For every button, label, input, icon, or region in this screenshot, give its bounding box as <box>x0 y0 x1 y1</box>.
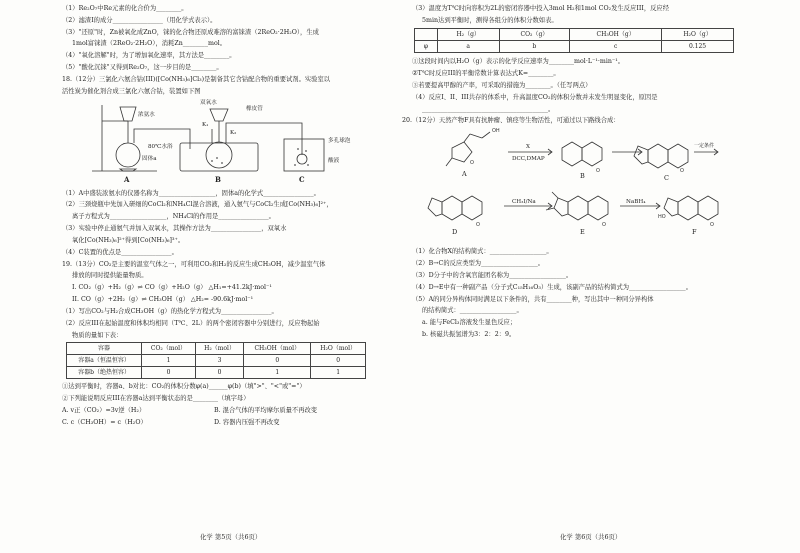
table-cell: 0 <box>244 355 311 367</box>
table-header: CO₂（mol） <box>142 343 196 355</box>
table-header: H₂O（g） <box>662 29 734 41</box>
q19-tail: ③若要提高甲醇的产率，可采取的措施为________。（任写两点） <box>412 81 592 89</box>
table-header: CH₃OH（mol） <box>244 343 311 355</box>
q19-cont: 5min达到平衡时，测得各组分的体积分数如表。 <box>422 16 558 24</box>
q20-stem: 20.（12分）天然产物F具有抗肿瘤、镇痉等生物活性，可通过以下路线合成： <box>402 117 620 125</box>
table-header: CH₃OH（g） <box>570 29 662 41</box>
label-water-bath: 80℃水浴 <box>148 143 173 150</box>
label-a: A <box>124 174 130 184</box>
table-header: CO₂（g） <box>499 29 570 41</box>
label-porous-bulb: 多孔球泡 <box>328 137 351 144</box>
label-c: C <box>299 174 305 184</box>
q17-line: （2）滤渣I的成分________________（用化学式表示）。 <box>62 16 217 24</box>
q18-part: （3）实验中停止通氨气并加入双氧水，其操作方法为________________，双氧水 <box>62 225 287 233</box>
synthesis-scheme <box>412 128 742 244</box>
table-cell: 1 <box>311 367 366 379</box>
svg-text:O: O <box>602 222 606 229</box>
table-cell: 0.125 <box>662 41 734 53</box>
option-c: C. c（CH₃OH）= c（H₂O） <box>62 418 147 426</box>
svg-text:O: O <box>710 222 714 229</box>
compound-c-label: C <box>664 174 669 183</box>
footer-right: 化学 第6页（共6页） <box>560 533 622 541</box>
table-cell: 容器b（绝热恒容） <box>67 367 142 379</box>
label-acid: 酸液 <box>328 157 340 164</box>
svg-text:O: O <box>476 222 480 229</box>
q19-cont: （3）温度为T℃时向容积为2L的密闭容器中投入3mol H₂和1mol CO₂发生反应III，反应经 <box>412 5 670 12</box>
label-conc-ammonia: 浓氨水 <box>138 111 155 118</box>
svg-text:O: O <box>470 160 474 167</box>
q17-line: （4）"氧化溶解"时，为了增加氧化速率，其方法是________。 <box>62 52 236 60</box>
q19-block <box>62 260 396 428</box>
reagent-dcc-label: DCC,DMAP <box>512 156 545 163</box>
table-cell: 1 <box>142 355 196 367</box>
table-header-row <box>415 29 734 41</box>
option-row <box>62 406 396 415</box>
table-cell: 1 <box>244 367 311 379</box>
option-a: A. v正（CO₂）=3v逆（H₂） <box>62 407 146 415</box>
q19-subpart: ②下列能说明反应III在容器a达到平衡状态的是________（填字母） <box>62 395 250 403</box>
q18-stem: 18.（12分）三氯化六氨合钴(III)([Co(NH₃)₆]Cl₃)是制备其它含钴配合物的重要试剂。实验室以 <box>62 75 331 83</box>
volume-fraction-table <box>414 28 734 53</box>
table-cell: a <box>437 41 499 53</box>
q17-line: （5）"酸化沉铼"又得到Re₂O₇，这一步目的是________。 <box>62 64 223 72</box>
footer-left: 化学 第5页（共6页） <box>200 533 262 541</box>
svg-text:O: O <box>596 168 600 175</box>
q18-part: （2）三颈烧瓶中先加入研细的CoCl₂和NH₄Cl混合溶液，通入氨气与CoCl₂生成[Co(NH₃)₆]²⁺， <box>62 201 333 209</box>
table-row <box>415 41 734 53</box>
option-b: B. 混合气体的平均摩尔质量不再改变 <box>214 407 318 415</box>
table-row <box>67 367 366 379</box>
table-cell: 0 <box>311 355 366 367</box>
label-h2o2: 双氧水 <box>200 99 217 106</box>
svg-text:O: O <box>680 168 684 175</box>
table-cell: c <box>570 41 662 53</box>
q19-tail: （4）反应I、II、III共存的体系中，升高温度CO₂的体积分数并未发生明显变化，原因是 <box>412 93 658 101</box>
label-k1: K₁ <box>202 121 209 128</box>
table-header-row <box>67 343 366 355</box>
table-header: 容器 <box>67 343 142 355</box>
q20-part: （5）A的同分异构体同时满足以下条件的，共有________种，写出其中一种同分异构体 <box>412 295 654 303</box>
q18-part: （1）A中盛装浓氨水的仪器名称为__________________，固体a的化学式________________。 <box>62 189 320 197</box>
table-cell: 0 <box>142 367 196 379</box>
q20-part: （4）D→E中有一种副产品（分子式C₁₅H₁₆O₃）生成，该副产品的结构简式为__________________。 <box>412 283 693 291</box>
q17-line: （3）"还原"时，Zn被氧化成ZnO，铼的化合物还原成难溶的富铼渣（2ReO₂·2H₂O），生成 <box>62 28 319 36</box>
q17-block <box>62 4 396 73</box>
q19-stem: 排放的同时提供能量物质。 <box>72 272 148 280</box>
q18-part: 离子方程式为__________________，NH₄Cl的作用是________________。 <box>72 213 275 221</box>
svg-text:HO: HO <box>658 214 666 221</box>
table-cell: b <box>499 41 570 53</box>
right-column <box>402 4 742 342</box>
q20-part: （3）D分子中的含氧官能团名称为__________________。 <box>412 271 573 279</box>
q18-part: 氧化[Co(NH₃)₆]²⁺得到[Co(NH₃)₆]³⁺。 <box>72 236 185 244</box>
option-row <box>62 418 396 427</box>
q19-part: （1）写出CO₂与H₂合成CH₃OH（g）的热化学方程式为________________。 <box>62 307 278 315</box>
label-k2: K₂ <box>230 129 237 136</box>
q19-part: 物质的量如下表： <box>72 331 123 339</box>
q20-part: 的结构简式：__________________。 <box>422 307 523 315</box>
q19-tail: ②T℃时反应III的平衡常数计算表达式K=________。 <box>412 70 560 78</box>
q18-stem: 活性炭为催化剂合成三氯化六氨合钴，装置如下图 <box>62 87 201 95</box>
q19-tail: ________________________________________。 <box>422 105 555 113</box>
label-solid-a: 固体a <box>142 155 157 162</box>
container-table <box>66 342 366 379</box>
q19-tail: ①这段时间内以H₂O（g）表示的化学反应速率为________mol·L⁻¹·min⁻¹。 <box>412 58 625 66</box>
compound-e-label: E <box>580 228 585 237</box>
apparatus-figure <box>62 99 396 185</box>
compound-d-label: D <box>452 228 458 237</box>
compound-f-label: F <box>692 228 697 237</box>
table-header: H₂O（mol） <box>311 343 366 355</box>
q19-stem: 19.（13分）CO₂是主要的温室气体之一，可利用CO₂和H₂的反应生成CH₃OH，减少温室气体 <box>62 260 326 268</box>
q20-part: （1）化合物X的结构简式：__________________。 <box>412 248 553 256</box>
q18-part: （4）C装置的优点是________________。 <box>62 248 178 256</box>
reagent-ch3i-label: CH₃I/Na <box>512 199 536 206</box>
table-cell: 3 <box>195 355 243 367</box>
table-row <box>67 355 366 367</box>
label-b: B <box>215 174 221 184</box>
reagent-x-label: X <box>526 144 530 151</box>
table-header <box>415 29 438 41</box>
q20-part: （2）B→C的反应类型为__________________。 <box>412 260 545 268</box>
svg-text:OH: OH <box>492 128 500 135</box>
condition-label: 一定条件 <box>694 143 715 150</box>
option-d: D. 容器内压强不再改变 <box>214 418 280 426</box>
q20-condition: a. 能与FeCl₃溶液发生显色反应； <box>422 319 517 327</box>
table-header: H₂（mol） <box>195 343 243 355</box>
q19-part: （2）反应III在起始温度和体积均相同（T℃、2L）的两个密闭容器中分别进行，反应物起始 <box>62 319 320 327</box>
table-cell: 容器a（恒温恒容） <box>67 355 142 367</box>
table-cell: φ <box>415 41 438 53</box>
q19-reaction: I. CO₂（g）+H₂（g）⇌ CO（g）+H₂O（g） △H₁=+41.2kJ·mol⁻¹ <box>72 284 272 292</box>
reagent-nabh4-label: NaBH₄ <box>626 199 646 206</box>
q19-reaction: II. CO（g）+2H₂（g）⇌ CH₃OH（g） △H₂= -90.6kJ·mol⁻¹ <box>72 296 254 304</box>
q18-block <box>62 75 396 257</box>
compound-a-label: A <box>462 170 467 179</box>
table-cell: 0 <box>195 367 243 379</box>
compound-b-label: B <box>580 172 585 181</box>
q17-line: 1mol富铼渣（2ReO₂·2H₂O），消耗Zn________mol。 <box>72 40 227 48</box>
table-header: H₂（g） <box>437 29 499 41</box>
q17-line: （1）Re₂O₇中Re元素的化合价为________。 <box>62 5 188 12</box>
left-column <box>62 4 396 430</box>
label-rubber-tube: 橡皮管 <box>246 105 263 112</box>
q20-condition: b. 核磁共振氢谱为3：2：2：9。 <box>422 331 516 339</box>
q19-subpart: ①达到平衡时，容器a、b对比：CO₂的体积分数φ(a)______φ(b)（填">"、"<"或"="） <box>62 383 306 391</box>
scheme-drawing <box>412 128 742 244</box>
